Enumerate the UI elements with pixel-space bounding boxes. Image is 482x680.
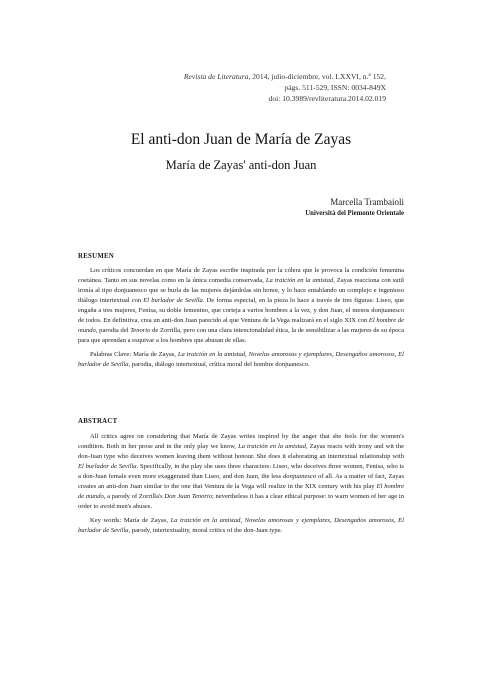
text-span: María de Zayas, — [121, 517, 171, 524]
abstract-section — [78, 418, 404, 536]
author-block — [305, 197, 404, 219]
text-span: , — [245, 351, 249, 358]
italic-title-span: Novelas amorosas y ejemplares — [244, 517, 330, 524]
article-subtitle: María de Zayas' anti-don Juan — [165, 158, 317, 172]
journal-doi: doi: 10.3989/revliteratura.2014.02.019 — [268, 94, 386, 103]
abstract-body — [78, 432, 404, 512]
journal-header — [86, 71, 386, 104]
text-span: , — [329, 517, 335, 524]
italic-title-span: Don Juan Tenorio — [164, 493, 212, 500]
text-span: María de Zayas, — [131, 351, 178, 358]
text-span: . De forma especial, en la pieza lo hace a través de tres figuras: Liseo, que engaña a tres mujeres, Fenisa, su doble femenino, que corteja a varios hombres a la vez, y don Juan, el menos donjuanesco de todos. En definitiva, crea un anti-don Juan parecido al que Ventura de la Vega realizará en el siglo XIX con — [78, 297, 404, 324]
italic-title-span: El burlador de Sevilla — [78, 351, 404, 368]
text-span: , Zayas reacciona con sutil ironía al tipo donjuanesco que se burla de las mujeres dejándolas sin honor, y lo hace entablando un complejo e ingenioso diálogo intertextual con — [78, 277, 404, 304]
journal-citation-line — [86, 71, 386, 82]
text-span: , parodia, diálogo intertextual, crítica moral del hombre donjuanesco. — [128, 361, 310, 368]
italic-title-span: La traición en la amistad — [177, 351, 246, 358]
resumen-section — [78, 253, 404, 370]
italic-title-span: Tenorio — [130, 327, 151, 334]
text-span: , parodia del — [95, 327, 131, 334]
article-title: El anti-don Juan de María de Zayas — [130, 131, 352, 148]
italic-title-span: donjuanesco — [283, 473, 317, 480]
text-span: ; nevertheless it has a clear ethical purpose: to warn women of her age in order to avoid men's abuses. — [78, 493, 404, 510]
italic-title-span: El hombre de mundo — [78, 483, 404, 500]
text-span: . Specifically, in the play she uses three characters: Liseo, who deceives three women, Fenisa, who is a don-Juan female even more exaggerated than Liseo, and don Juan, the less — [78, 463, 404, 480]
journal-citation: , 2014, julio-diciembre, vol. LXXVI, n.º 152, — [248, 72, 386, 81]
text-span: , — [331, 351, 336, 358]
text-span: de Zorrilla, pero con una clara intencionalidad ética, la de sensibilizar a las mujeres de su época para que aprendan a esquivar a los hombres que abusan de ellas. — [78, 327, 404, 344]
author-affiliation: Università del Piemonte Orientale — [305, 210, 404, 217]
text-span: , — [240, 517, 245, 524]
abstract-keywords-list — [78, 517, 404, 534]
italic-title-span: El burlador de Sevilla — [78, 463, 137, 470]
abstract-keywords-label: Key words: — [90, 517, 122, 524]
author-name: Marcella Trambaioli — [330, 197, 404, 207]
italic-title-span: La traición en la amistad — [170, 517, 241, 524]
abstract-keywords — [78, 516, 404, 536]
resumen-keywords-label: Palabras Clave: — [90, 351, 132, 358]
text-span: , parody, intertextuality, moral critics of the don-Juan type. — [128, 527, 283, 534]
text-span: , — [393, 517, 399, 524]
resumen-heading: RESUMEN — [78, 253, 115, 260]
italic-title-span: Desengaños amorosos — [334, 517, 394, 524]
text-span: All critics agree on considering that María de Zayas writes inspired by the anger that she feels for the women's condition. Both in her prose and in the only play we know, — [78, 433, 404, 450]
italic-title-span: Desengaños amorosos — [335, 351, 395, 358]
journal-name: Revista de Literatura — [183, 72, 249, 81]
italic-title-span: El hombre de mundo — [78, 317, 404, 334]
italic-title-span: El burlador de Sevilla — [78, 517, 404, 534]
journal-pages: págs. 511-529, ISSN: 0034-849X — [284, 83, 386, 92]
text-span: , — [394, 351, 399, 358]
italic-title-span: Novelas amorosas y ejemplares — [248, 351, 332, 358]
italic-title-span: La traición en la amistad — [238, 443, 306, 450]
abstract-heading: ABSTRACT — [78, 418, 118, 425]
resumen-body — [78, 266, 404, 346]
text-span: , a parody of Zorrilla's — [103, 493, 165, 500]
text-span: of all. As a matter of fact, Zayas creates an anti-don Juan similar to the one that Ventura de la Vega will realize in the XIX century with his play — [78, 473, 405, 490]
text-span: , Zayas reacts with irony and wit the don-Juan type who deceives women leaving them without honour. She does it elaborating an intertextual relationship with — [78, 443, 405, 460]
resumen-keywords — [78, 350, 404, 370]
italic-title-span: El burlador de Sevilla — [143, 297, 203, 304]
text-span: Los críticos concuerdan en que María de Zayas escribe inspirada por la cólera que le provoca la condición femenina coetánea. Tanto en sus novelas como en la única comedia conservada, — [78, 267, 404, 284]
italic-title-span: La traición en la amistad — [265, 277, 334, 284]
